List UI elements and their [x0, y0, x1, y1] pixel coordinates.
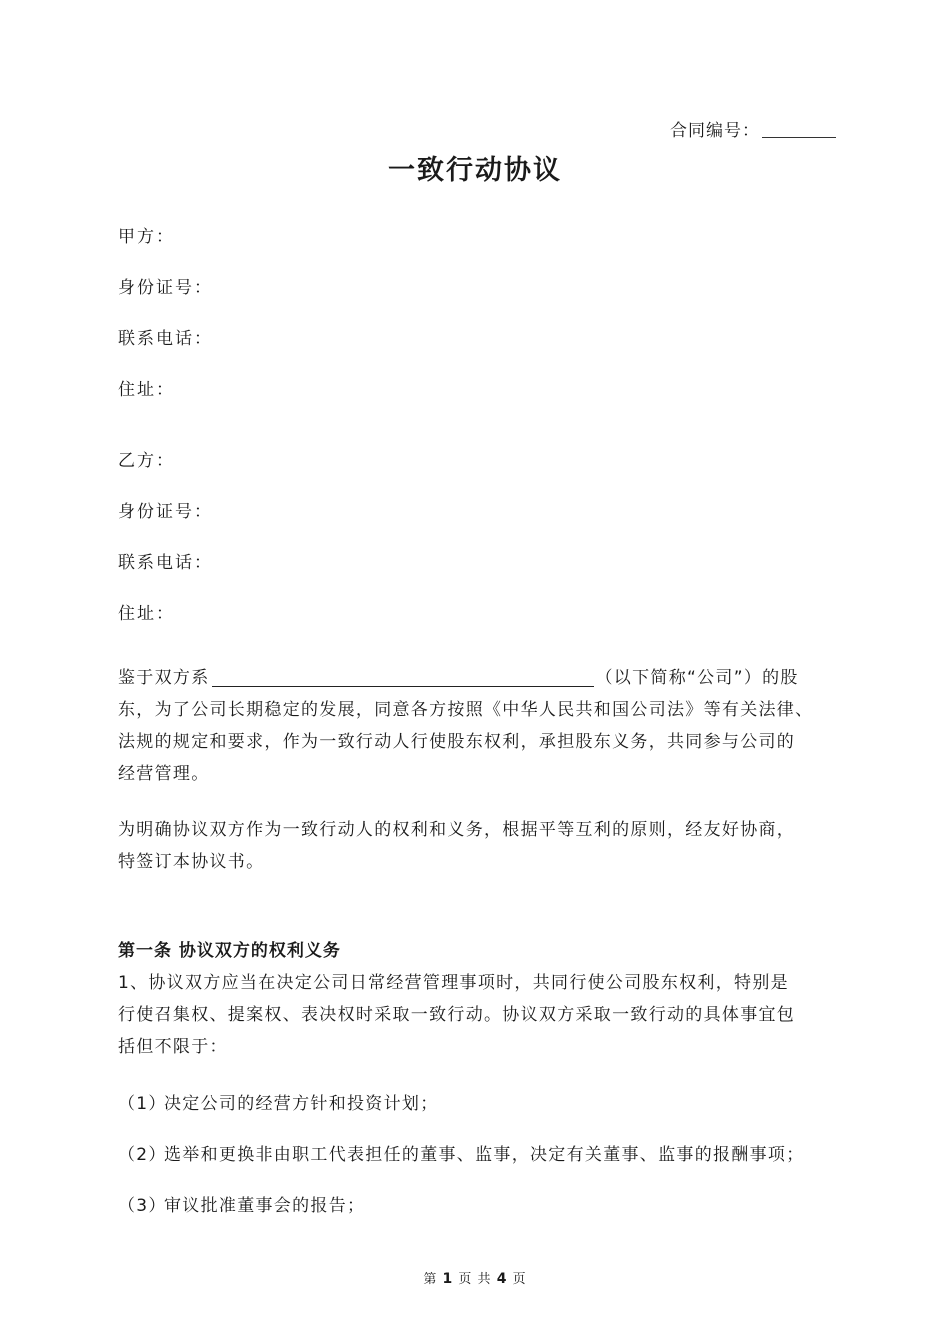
preamble-paragraph: [118, 662, 833, 790]
clause-1-line-1: 1、协议双方应当在决定公司日常经营管理事项时，共同行使公司股东权利，特别是: [118, 973, 789, 993]
list-item-number: （2）: [118, 1145, 167, 1165]
article-1-title: 第一条 协议双方的权利义务: [118, 941, 341, 961]
purpose-paragraph: [118, 814, 833, 878]
party-a-name-label: 甲方：: [118, 227, 175, 247]
list-item-number: （3）: [118, 1196, 167, 1216]
list-item-text: 选举和更换非由职工代表担任的董事、监事，决定有关董事、监事的报酬事项；: [164, 1145, 805, 1165]
party-a-address-label: 住址：: [118, 380, 175, 400]
preamble-line-1: [118, 662, 833, 694]
preamble-line-2: 东，为了公司长期稳定的发展，同意各方按照《中华人民共和国公司法》等有关法律、: [118, 700, 814, 720]
list-item-text: 审议批准董事会的报告；: [164, 1196, 366, 1216]
footer-prefix: 第: [423, 1272, 438, 1287]
company-name-blank: [212, 686, 594, 687]
party-a-phone-label: 联系电话：: [118, 329, 213, 349]
contract-number: [670, 116, 836, 141]
party-b-id-label: 身份证号：: [118, 502, 213, 522]
list-item-number: （1）: [118, 1094, 167, 1114]
purpose-line-1: 为明确协议双方作为一致行动人的权利和义务，根据平等互利的原则，经友好协商，: [118, 820, 796, 840]
list-item: [118, 1140, 805, 1165]
party-a-id-label: 身份证号：: [118, 278, 213, 298]
purpose-line-2: 特签订本协议书。: [118, 852, 265, 872]
preamble-prefix: 鉴于双方系: [118, 668, 210, 688]
preamble-line-4: 经营管理。: [118, 764, 210, 784]
footer-middle: 页 共: [458, 1272, 492, 1287]
clause-1-line-3: 括但不限于：: [118, 1037, 228, 1057]
page-number: 1: [442, 1271, 454, 1287]
list-item: [118, 1191, 365, 1216]
list-item-text: 决定公司的经营方针和投资计划；: [164, 1094, 439, 1114]
party-b-phone-label: 联系电话：: [118, 553, 213, 573]
preamble-line-3: 法规的规定和要求，作为一致行动人行使股东权利，承担股东义务，共同参与公司的: [118, 732, 796, 752]
party-b-name-label: 乙方：: [118, 451, 175, 471]
page-footer: [0, 1268, 950, 1287]
total-pages: 4: [496, 1271, 508, 1287]
contract-number-blank: [762, 137, 836, 138]
footer-suffix: 页: [512, 1272, 527, 1287]
clause-1-line-2: 行使召集权、提案权、表决权时采取一致行动。协议双方采取一致行动的具体事宜包: [118, 1005, 796, 1025]
contract-number-label: 合同编号：: [670, 121, 760, 141]
document-title: 一致行动协议: [388, 155, 562, 186]
list-item: [118, 1089, 439, 1114]
party-b-address-label: 住址：: [118, 604, 175, 624]
preamble-suffix: （以下简称“公司”）的股: [595, 668, 799, 688]
article-1-clause-1: [118, 967, 833, 1063]
